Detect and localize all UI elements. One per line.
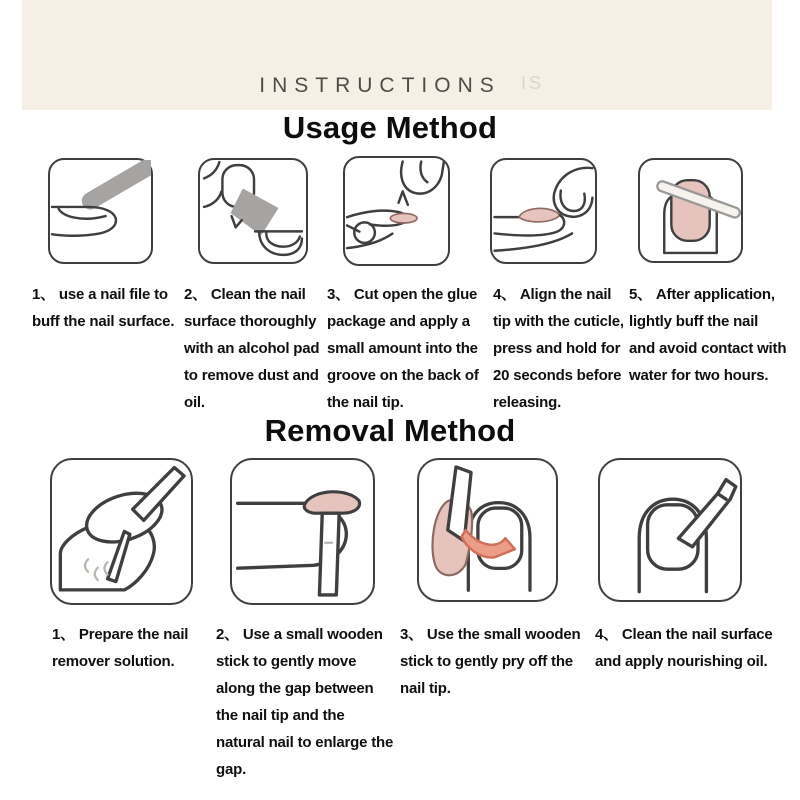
- usage-step-2-text: 2、 Clean the nail surface thoroughly with an alcohol pad to remove dust and oil.: [184, 286, 320, 411]
- removal-step-4-text: 4、 Clean the nail surface and apply nourishing oil.: [595, 626, 773, 670]
- pry-off-nail-tip-icon: [419, 460, 556, 600]
- usage-step-2-card: [198, 158, 308, 264]
- removal-step-1-card: [50, 458, 193, 605]
- remover-solution-jar-icon: [52, 460, 191, 603]
- instructions-banner: [22, 0, 772, 110]
- removal-step-3-card: [417, 458, 558, 602]
- usage-step-4-card: [490, 158, 597, 264]
- removal-method-title: Removal Method: [264, 413, 516, 448]
- nail-file-buffing-icon: [50, 160, 151, 262]
- usage-step-1-text: 1、 use a nail file to buff the nail surface.: [32, 286, 175, 330]
- usage-step-5-card: [638, 158, 743, 263]
- banner-title: INSTRUCTIONS: [259, 74, 501, 97]
- nourishing-oil-icon: [600, 460, 740, 600]
- wooden-stick-gap-icon: [232, 460, 373, 603]
- usage-step-5-text: 5、 After application, lightly buff the nail and avoid contact with water for two hours.: [629, 286, 787, 384]
- removal-step-1-text: 1、 Prepare the nail remover solution.: [52, 626, 189, 670]
- alcohol-pad-cleaning-icon: [200, 160, 306, 262]
- usage-step-3-text: 3、 Cut open the glue package and apply a small amount into the groove on the back of the nail tip.: [327, 286, 479, 411]
- glue-application-icon: [345, 158, 448, 264]
- usage-step-3-card: [343, 156, 450, 266]
- usage-method-title: Usage Method: [282, 110, 498, 145]
- removal-step-2-text: 2、 Use a small wooden stick to gently move along the gap between the nail tip and the natural nail to enlarge the gap.: [216, 626, 394, 778]
- press-nail-tip-icon: [492, 160, 595, 262]
- usage-step-1-card: [48, 158, 153, 264]
- removal-step-3-text: 3、 Use the small wooden stick to gently pry off the nail tip.: [400, 626, 581, 697]
- usage-step-4-text: 4、 Align the nail tip with the cuticle, press and hold for 20 seconds before releasing.: [493, 286, 624, 411]
- removal-step-4-card: [598, 458, 742, 602]
- buff-applied-nail-icon: [640, 160, 741, 261]
- removal-step-2-card: [230, 458, 375, 605]
- ghost-text: IS: [520, 73, 544, 93]
